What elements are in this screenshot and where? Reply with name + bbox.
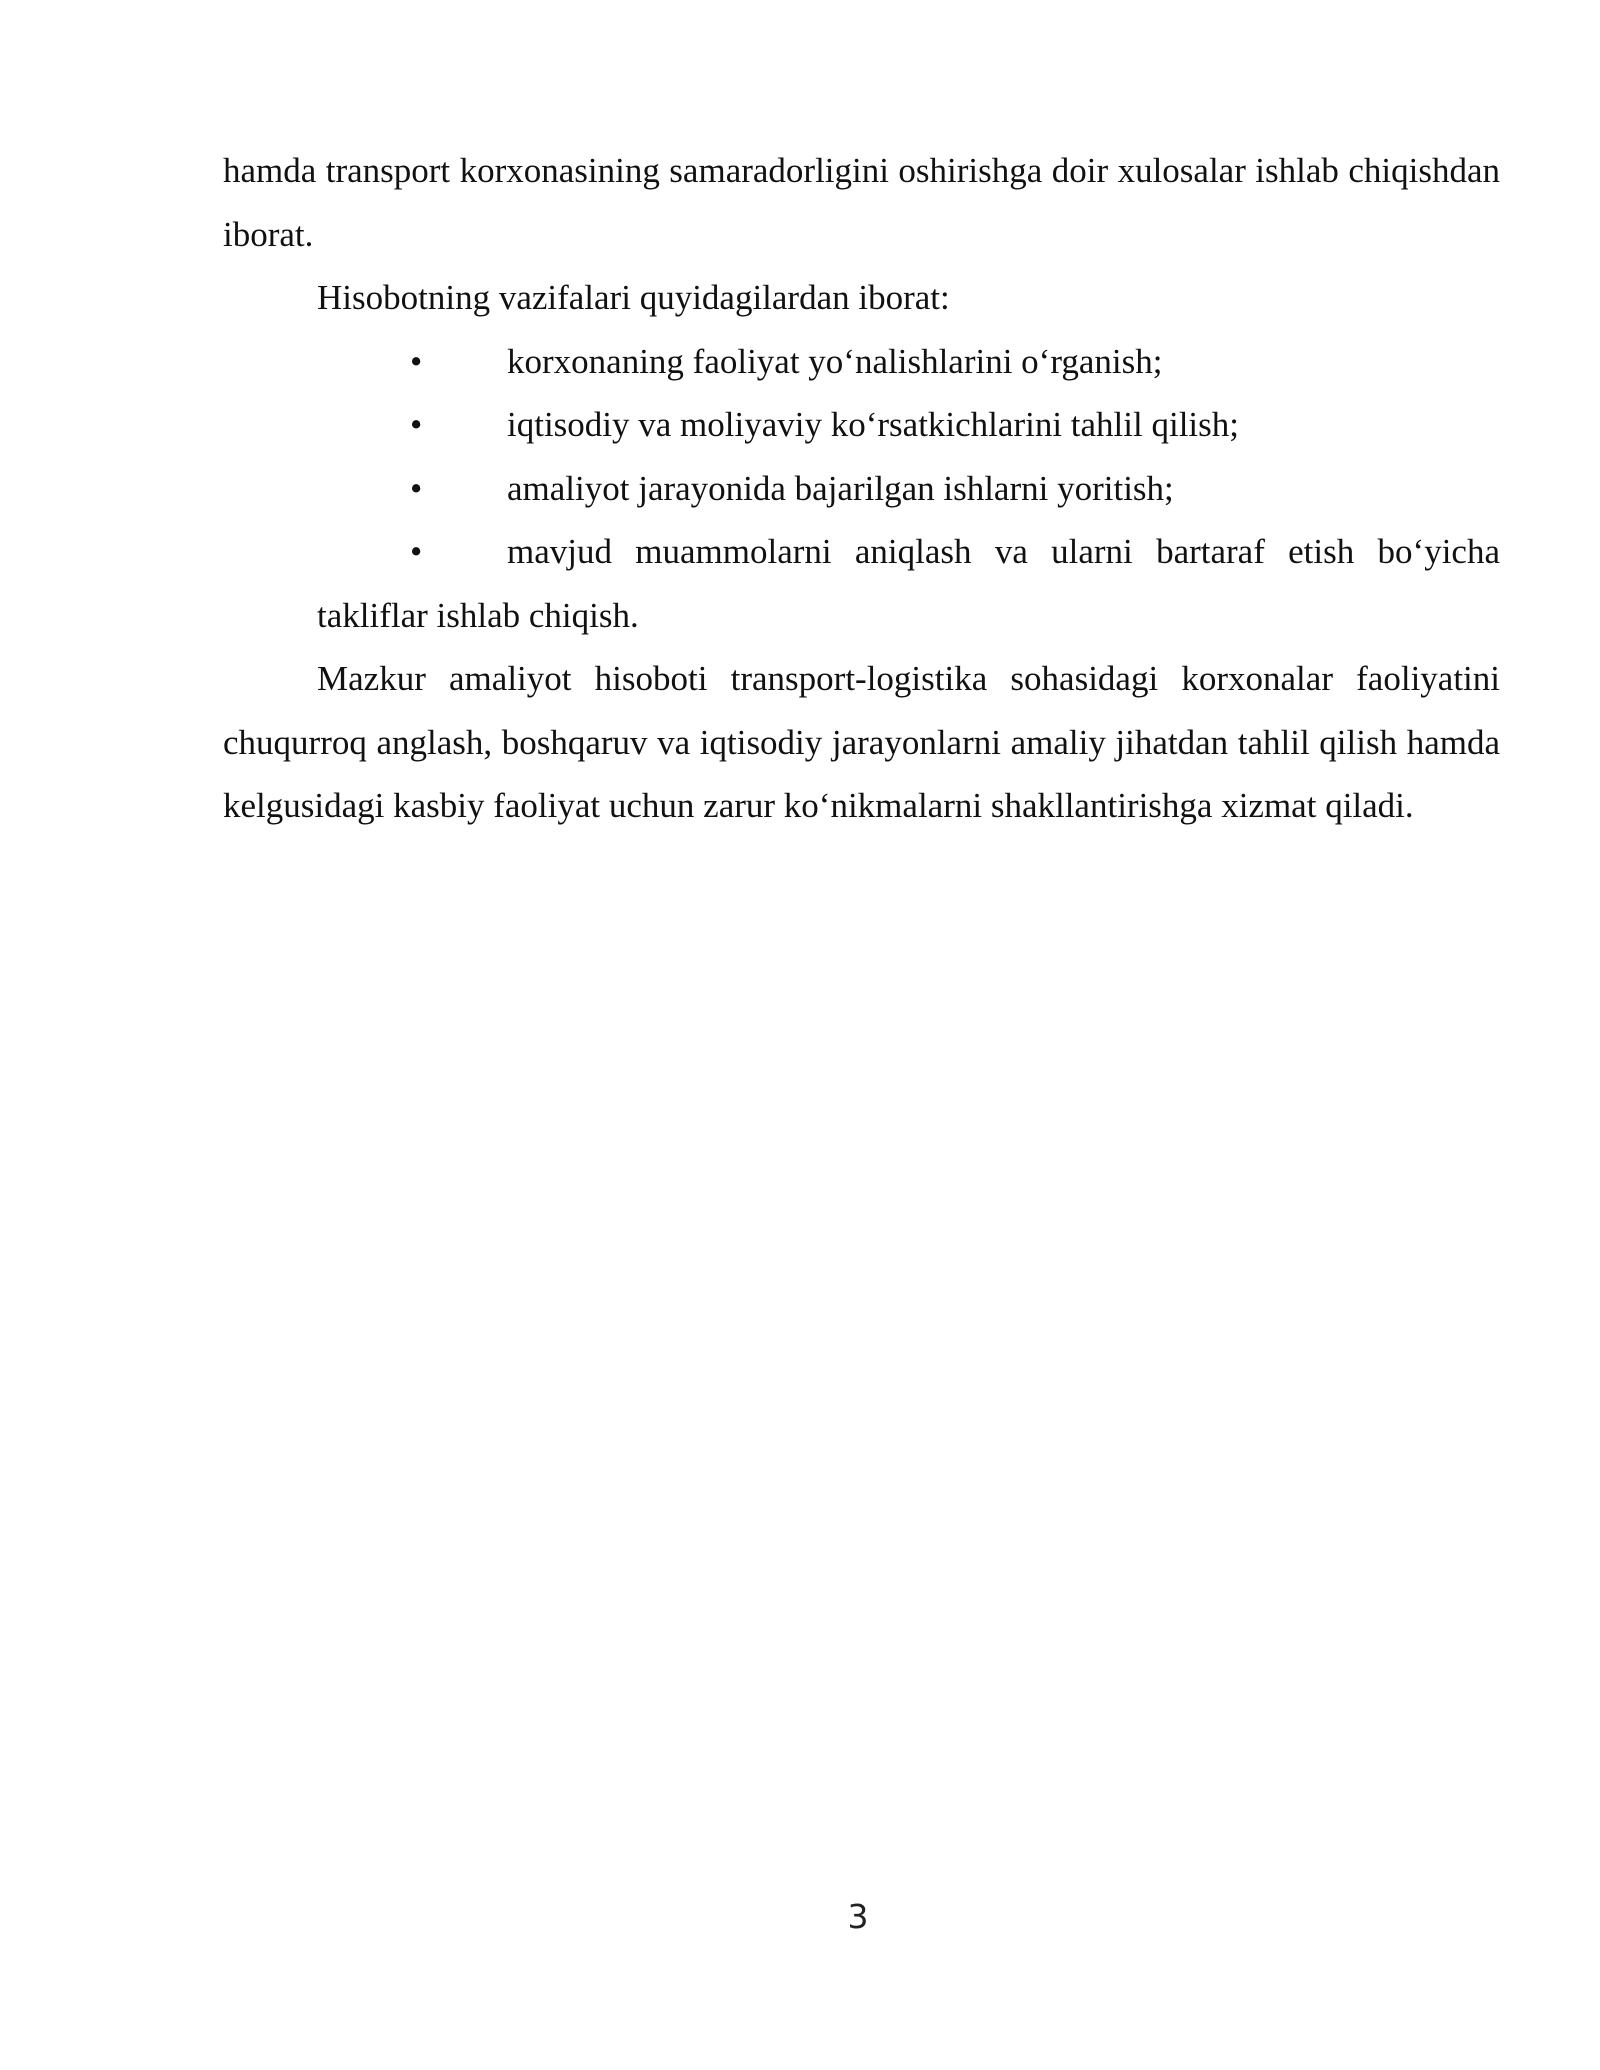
list-item-text: korxonaning faoliyat yo‘nalishlarini o‘rganish;: [507, 341, 1163, 381]
list-item: [223, 520, 1500, 647]
bullet-icon: •: [410, 468, 423, 508]
paragraph-conclusion: Mazkur amaliyot hisoboti transport-logistika sohasidagi korxonalar faoliyatini chuqurroq anglash, boshqaruv va iqtisodiy jarayonlarni amaliy jihatdan tahlil qilish hamda kelgusidagi kasbiy faoliyat uchun zarur ko‘nikmalarni shakllantirishga xizmat qiladi.: [223, 659, 1500, 825]
bullet-icon: •: [410, 341, 423, 381]
task-list: [223, 330, 1500, 648]
list-item-text: mavjud muammolarni aniqlash va ularni bartaraf etish bo‘yicha takliflar ishlab chiqish.: [317, 532, 1500, 635]
document-body: [223, 139, 1500, 838]
paragraph-continuation: hamda transport korxonasining samaradorligini oshirishga doir xulosalar ishlab chiqishdan iborat.: [223, 151, 1500, 254]
bullet-icon: •: [410, 405, 423, 444]
list-item: [223, 457, 1500, 521]
list-item: [223, 393, 1500, 457]
bullet-icon: •: [410, 532, 423, 571]
list-item-text: iqtisodiy va moliyaviy ko‘rsatkichlarini tahlil qilish;: [507, 405, 1239, 444]
page-number: 3: [847, 1897, 869, 1936]
list-item: [223, 330, 1500, 394]
paragraph-tasks-intro: Hisobotning vazifalari quyidagilardan iborat:: [317, 278, 950, 317]
list-item-text: amaliyot jarayonida bajarilgan ishlarni yoritish;: [507, 468, 1174, 508]
